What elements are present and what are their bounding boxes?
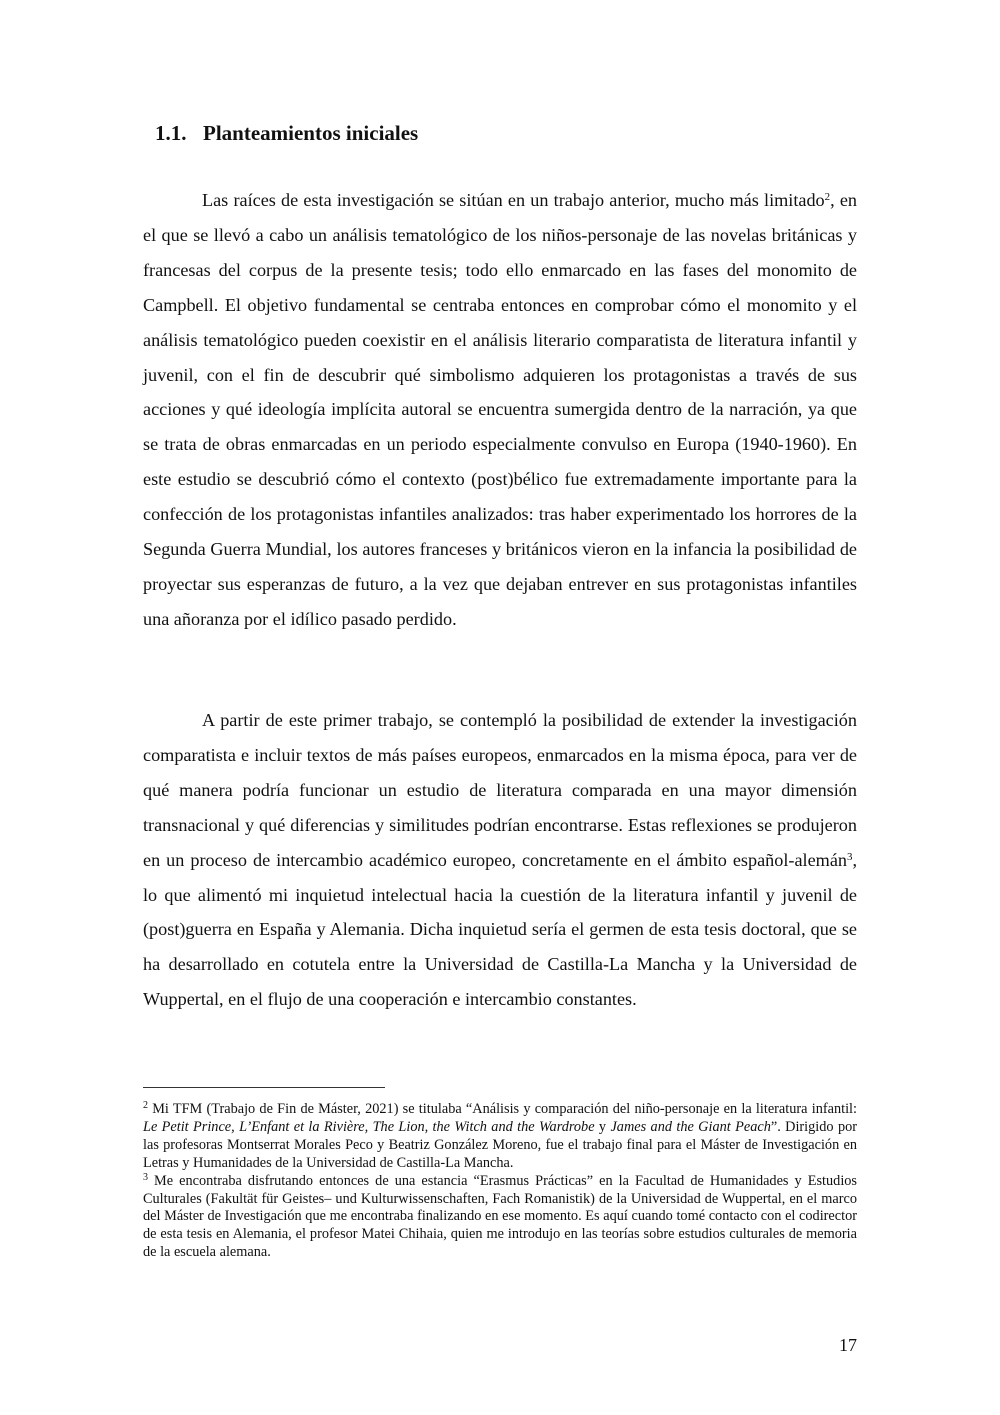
section-heading: [155, 121, 418, 146]
footnote-text: Mi TFM (Trabajo de Fin de Máster, 2021) se titulaba “Análisis y comparación del niño-personaje en la literatura infantil:: [148, 1101, 857, 1117]
paragraph-text: A partir de este primer trabajo, se contempló la posibilidad de extender la investigación comparatista e incluir textos de más países europeos, enmarcados en la misma época, para ver de qué manera podría funcionar un estudio de literatura comparada en una mayor dimensión transnacional y qué diferencias y similitudes podrían encontrarse. Estas reflexiones se produjeron en un proceso de intercambio académico europeo, concretamente en el ámbito español-alemán: [143, 710, 857, 870]
footnote: [143, 1173, 857, 1263]
footnote: [143, 1101, 857, 1173]
page-number: 17: [839, 1335, 857, 1355]
footnote-text: Me encontraba disfrutando entonces de una estancia “Erasmus Prácticas” en la Facultad de Humanidades y Estudios Culturales (Fakultät für Geistes– und Kulturwissenschaften, Fach Romanistik) de la Universidad de Wuppertal, en el marco del Máster de Investigación que me encontraba finalizando en ese momento. Es aquí cuando tomé contacto con el codirector de esta tesis en Alemania, el profesor Matei Chihaia, quien me introdujo en las teorías sobre estudios culturales de memoria de la escuela alemana.: [143, 1172, 857, 1261]
paragraph-text: Las raíces de esta investigación se sitúan en un trabajo anterior, mucho más limitado: [202, 190, 825, 210]
footnote-italic-title: James and the Giant Peach: [610, 1118, 771, 1135]
footnote-separator: [143, 1087, 385, 1088]
footnote-marker: 3: [143, 1171, 148, 1183]
footnote-reference[interactable]: 3: [847, 850, 853, 863]
section-title: Planteamientos iniciales: [203, 121, 419, 145]
body-paragraph: [143, 703, 857, 1017]
footnote-text: y: [594, 1118, 611, 1135]
body-paragraph: [143, 183, 857, 637]
paragraph-text: , lo que alimentó mi inquietud intelectual hacia la cuestión de la literatura infantil y juvenil de (post)guerra en España y Alemania. Dicha inquietud sería el germen de esta tesis doctoral, que se ha desarrollado en cotutela entre la Universidad de Castilla-La Mancha y la Universidad de Wuppertal, en el flujo de una cooperación e intercambio constantes.: [143, 849, 857, 1010]
footnotes: [143, 1101, 857, 1262]
footnote-italic-title: Le Petit Prince, L’Enfant et la Rivière, The Lion, the Witch and the Wardrobe: [143, 1118, 595, 1135]
paragraph-text: , en el que se llevó a cabo un análisis tematológico de los niños-personaje de las novelas británicas y francesas del corpus de la presente tesis; todo ello enmarcado en las fases del monomito de Campbell. El objetivo fundamental se centraba entonces en comprobar cómo el monomito y el análisis tematológico pueden coexistir en el análisis literario comparatista de literatura infantil y juvenil, con el fin de descubrir qué simbolismo adquieren los protagonistas a través de sus acciones y qué ideología implícita autoral se encuentra sumergida dentro de la narración, ya que se trata de obras enmarcadas en un periodo especialmente convulso en Europa (1940-1960). En este estudio se descubrió cómo el contexto (post)bélico fue extremadamente importante para la confección de los protagonistas infantiles analizados: tras haber experimentado los horrores de la Segunda Guerra Mundial, los autores franceses y británicos vieron en la infancia la posibilidad de proyectar sus esperanzas de futuro, a la vez que dejaban entrever en sus protagonistas infantiles una añoranza por el idílico pasado perdido.: [143, 190, 857, 629]
section-number: 1.1.: [155, 121, 187, 145]
footnote-text: ”. Dirigido por las profesoras Montserrat Morales Peco y Beatriz González Moreno, fue el trabajo final para el Máster de Investigación en Letras y Humanidades de la Universidad de Castilla-La Mancha.: [143, 1118, 857, 1171]
footnote-marker: 2: [143, 1100, 148, 1111]
footnote-reference[interactable]: 2: [824, 191, 831, 203]
